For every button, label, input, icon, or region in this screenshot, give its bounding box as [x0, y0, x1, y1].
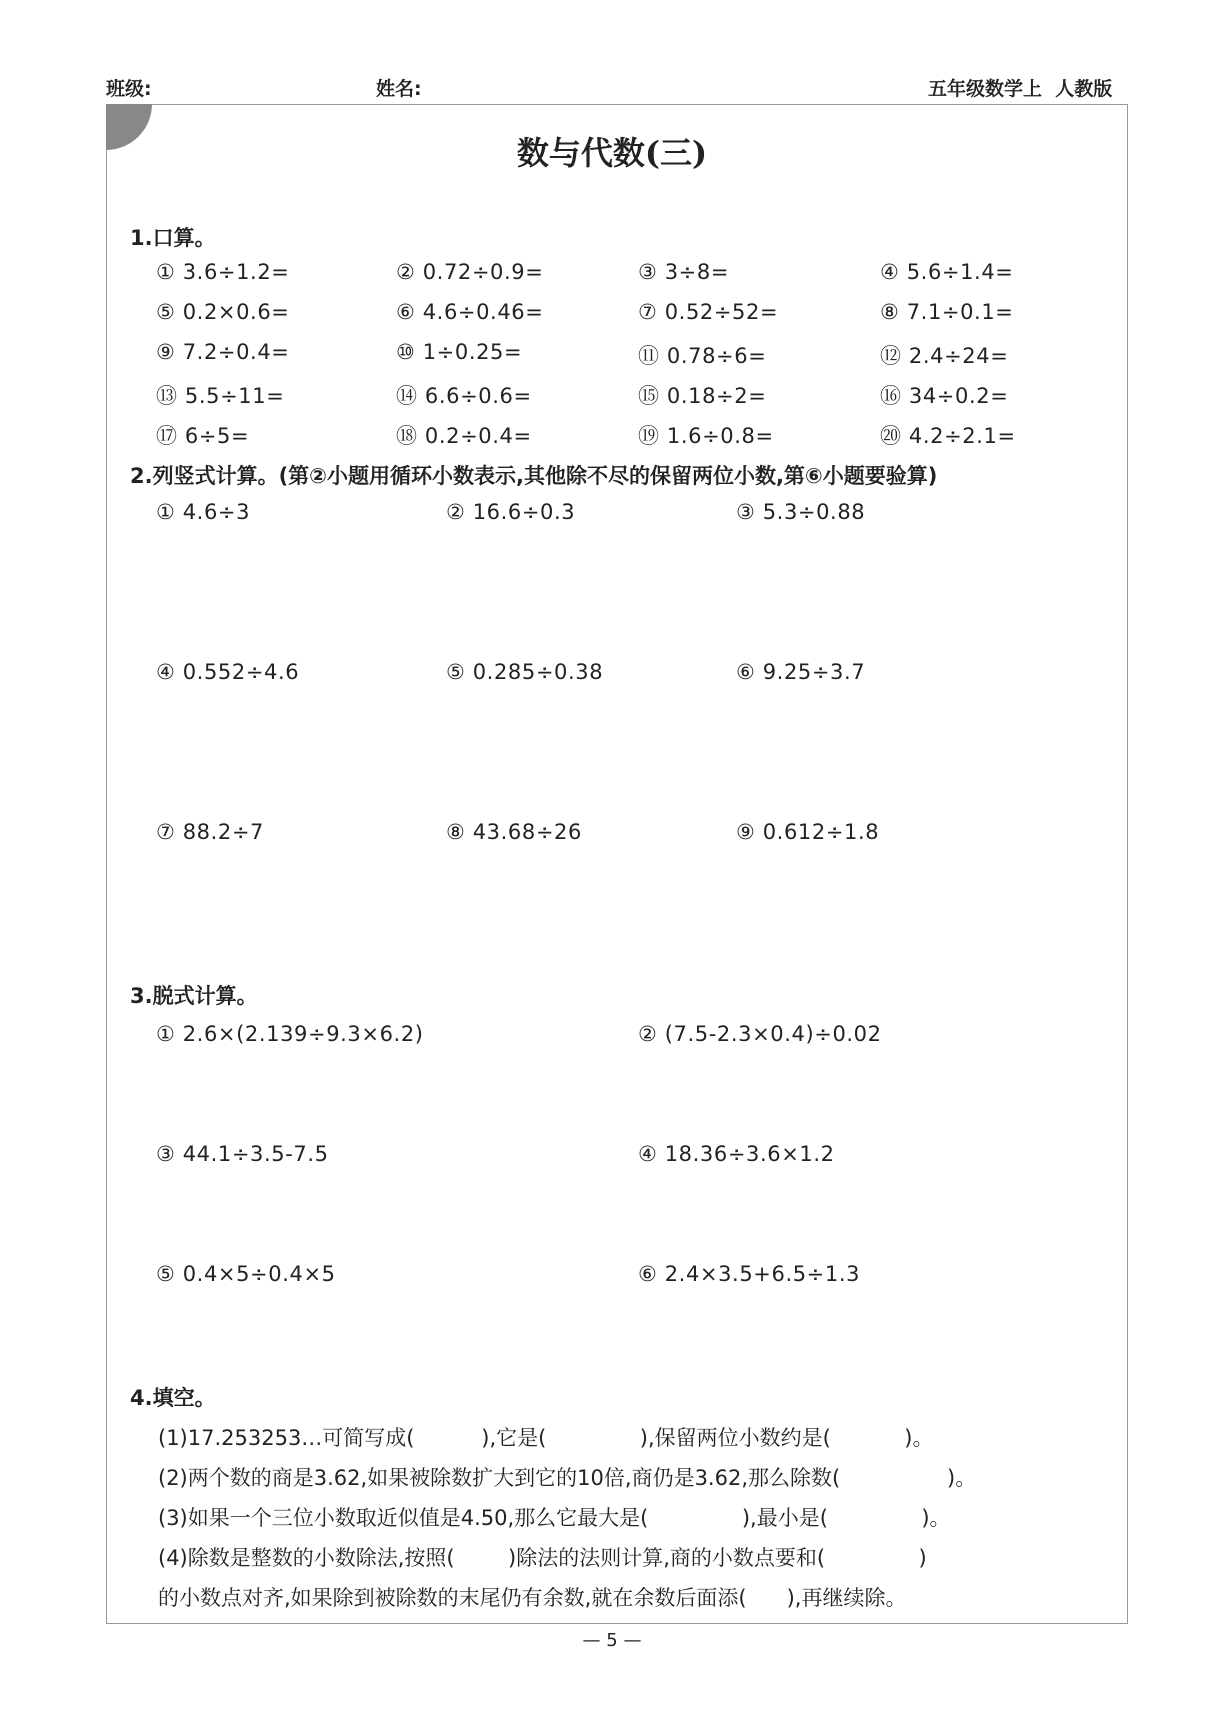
- section-1-heading: 1.口算。: [130, 226, 216, 250]
- vertical-calc-item: ⑤ 0.285÷0.38: [446, 660, 604, 684]
- mental-item: ④ 5.6÷1.4=: [880, 260, 1014, 284]
- section-3-heading: 3.脱式计算。: [130, 984, 258, 1008]
- mental-item: ⑮ 0.18÷2=: [638, 384, 767, 408]
- mental-item: ⑳ 4.2÷2.1=: [880, 424, 1016, 448]
- mental-item: ⑥ 4.6÷0.46=: [396, 300, 544, 324]
- class-label: 班级:: [106, 78, 152, 100]
- fill-blank-line: (1)17.253253…可简写成( ),它是( ),保留两位小数约是( )。: [158, 1426, 934, 1450]
- step-calc-item: ③ 44.1÷3.5-7.5: [156, 1142, 329, 1166]
- step-calc-item: ④ 18.36÷3.6×1.2: [638, 1142, 835, 1166]
- fill-blank-line: (2)两个数的商是3.62,如果被除数扩大到它的10倍,商仍是3.62,那么除数( )。: [158, 1466, 977, 1490]
- mental-item: ⑧ 7.1÷0.1=: [880, 300, 1014, 324]
- step-calc-item: ⑥ 2.4×3.5+6.5÷1.3: [638, 1262, 861, 1286]
- mental-item: ⑦ 0.52÷52=: [638, 300, 779, 324]
- page-title: 数与代数(三): [516, 134, 708, 172]
- section-2-heading: 2.列竖式计算。(第②小题用循环小数表示,其他除不尽的保留两位小数,第⑥小题要验算): [130, 464, 938, 488]
- mental-item: ⑪ 0.78÷6=: [638, 344, 767, 368]
- step-calc-item: ⑤ 0.4×5÷0.4×5: [156, 1262, 336, 1286]
- vertical-calc-item: ⑥ 9.25÷3.7: [736, 660, 866, 684]
- vertical-calc-item: ⑨ 0.612÷1.8: [736, 820, 880, 844]
- mental-item: ⑫ 2.4÷24=: [880, 344, 1009, 368]
- mental-item: ⑯ 34÷0.2=: [880, 384, 1009, 408]
- fill-blank-line: (3)如果一个三位小数取近似值是4.50,那么它最大是( ),最小是( )。: [158, 1506, 951, 1530]
- vertical-calc-item: ③ 5.3÷0.88: [736, 500, 866, 524]
- mental-item: ② 0.72÷0.9=: [396, 260, 544, 284]
- book-label: 五年级数学上 人教版: [928, 78, 1113, 100]
- vertical-calc-item: ⑦ 88.2÷7: [156, 820, 265, 844]
- step-calc-item: ① 2.6×(2.139÷9.3×6.2): [156, 1022, 424, 1046]
- page-frame: [106, 104, 1128, 1624]
- mental-item: ⑱ 0.2÷0.4=: [396, 424, 532, 448]
- mental-item: ⑬ 5.5÷11=: [156, 384, 285, 408]
- mental-item: ⑲ 1.6÷0.8=: [638, 424, 774, 448]
- vertical-calc-item: ① 4.6÷3: [156, 500, 251, 524]
- mental-item: ⑨ 7.2÷0.4=: [156, 340, 290, 364]
- step-calc-item: ② (7.5-2.3×0.4)÷0.02: [638, 1022, 882, 1046]
- mental-item: ③ 3÷8=: [638, 260, 730, 284]
- vertical-calc-item: ④ 0.552÷4.6: [156, 660, 300, 684]
- vertical-calc-item: ② 16.6÷0.3: [446, 500, 576, 524]
- mental-item: ① 3.6÷1.2=: [156, 260, 290, 284]
- name-label: 姓名:: [376, 78, 422, 100]
- mental-item: ⑤ 0.2×0.6=: [156, 300, 290, 324]
- vertical-calc-item: ⑧ 43.68÷26: [446, 820, 582, 844]
- fill-blank-line: 的小数点对齐,如果除到被除数的末尾仍有余数,就在余数后面添( ),再继续除。: [158, 1586, 907, 1610]
- mental-item: ⑭ 6.6÷0.6=: [396, 384, 532, 408]
- mental-item: ⑰ 6÷5=: [156, 424, 250, 448]
- mental-item: ⑩ 1÷0.25=: [396, 340, 523, 364]
- section-4-heading: 4.填空。: [130, 1386, 216, 1410]
- fill-blank-line: (4)除数是整数的小数除法,按照( )除法的法则计算,商的小数点要和( ): [158, 1546, 927, 1570]
- page-number: — 5 —: [582, 1630, 642, 1651]
